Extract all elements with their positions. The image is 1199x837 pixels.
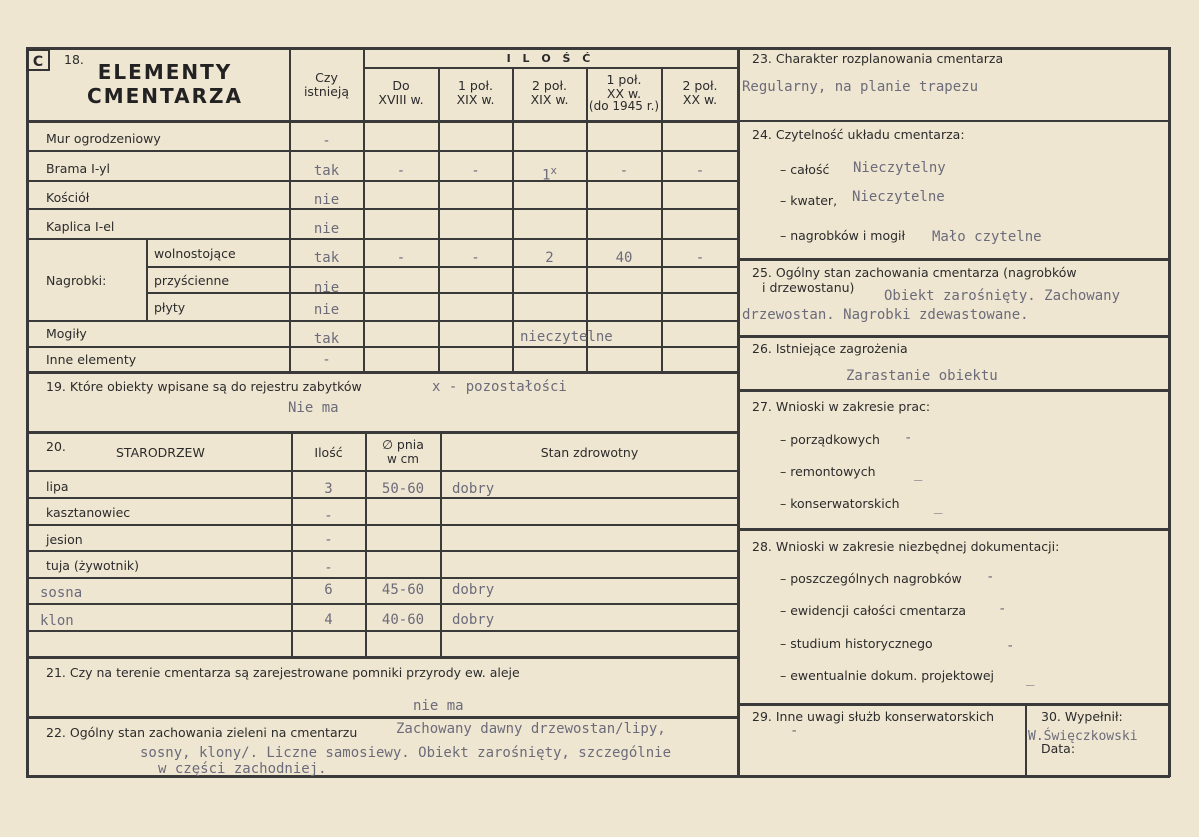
tree-bottom [26,656,738,659]
q19-label: 19. Które obiekty wpisane są do rejestru zabytków [46,379,362,394]
q30-name: W.Święczkowski [1028,729,1138,744]
row-label-nagrobki: Nagrobki: [46,273,107,288]
tree-stan: dobry [452,582,495,598]
tree-name: kasztanowiec [46,505,131,520]
wolno-c2: - [471,250,480,266]
q27-item-label: – porządkowych [780,432,880,447]
tree-col-pnia-1: ∅ pnia [382,437,424,452]
q28-item-value: - [1006,638,1015,654]
row-label-przysc: przyścienne [154,273,230,288]
q28-item-value: _ [1026,670,1035,686]
q24-nagrobkow-value: Mało czytelne [932,229,1042,245]
frame-left [26,47,29,777]
period-col-l2: XIX w. [530,92,569,107]
tree-ilosc: 3 [324,481,333,497]
q28-label: 28. Wnioski w zakresie niezbędnej dokumentacji: [752,539,1060,554]
q21-label: 21. Czy na terenie cmentarza są zarejestrowane pomniki przyrody ew. aleje [46,665,520,680]
q27-item-value: _ [934,498,943,514]
exists-header-2: istnieją [303,84,350,99]
tree-row-line [26,470,738,472]
brama-c2: - [471,163,480,179]
tree-row-line [26,524,738,526]
tree-ilosc: - [324,508,333,524]
period-col-l3: (do 1945 r.) [588,99,660,113]
row-label-mur: Mur ogrodzeniowy [46,131,161,146]
row-line [146,292,738,294]
tree-col-line [440,431,442,656]
wolno-exists: tak [313,250,340,266]
q28-item-value: - [986,569,995,585]
period-col-l1: Do [392,78,410,93]
q30-date-label: Data: [1041,741,1076,756]
period-col-l2: XVIII w. [378,92,424,107]
row-label-brama: Brama I-yl [46,161,111,176]
col-line [512,67,514,372]
q22-line3: w części zachodniej. [158,761,327,777]
brama-c3-mark: x [550,164,558,177]
brama-exists: tak [313,163,340,179]
tree-row-line [26,497,738,499]
q28-bottom [737,703,1170,706]
q28-item-label: – ewentualnie dokum. projektowej [780,668,995,683]
wolno-c4: 40 [615,250,633,266]
q24-calosc-value: Nieczytelny [853,160,946,176]
tree-stan: dobry [452,481,495,497]
q23-answer: Regularny, na planie trapezu [742,79,979,95]
nagrobki-subcol [146,238,148,320]
row-line [26,238,738,240]
q28-item-label: – studium historycznego [780,636,933,651]
tree-row-line [26,577,738,579]
q20-title: STARODRZEW [116,445,205,460]
period-col-l1: 1 poł. [606,72,642,87]
tree-col-pnia-2: w cm [387,452,419,466]
section-number: 18. [64,52,84,67]
tree-col-stan: Stan zdrowotny [540,445,639,460]
plyty-exists: nie [313,302,340,318]
q22-line1: Zachowany dawny drzewostan/lipy, [396,721,666,737]
tree-stan: dobry [452,612,495,628]
q19-answer: Nie ma [288,400,339,416]
tree-name: sosna [40,585,83,601]
q24-nagrobkow-label: – nagrobków i mogił [780,228,906,243]
inne-exists: - [322,352,331,368]
q20-number: 20. [46,439,66,454]
mogily-exists: tak [313,331,340,347]
frame-top [26,47,1170,50]
q28-item-label: – ewidencji całości cmentarza [780,603,967,618]
tree-row-line [26,550,738,552]
period-col-l2: XX w. [606,86,642,101]
q28-item-label: – poszczególnych nagrobków [780,571,962,586]
row-label-inne: Inne elementy [46,352,137,367]
row-line [26,150,738,152]
kosciol-exists: nie [313,192,340,208]
row-line [26,320,738,322]
q26-bottom [737,389,1170,392]
brama-c3-value: 1 [541,167,551,184]
q29-value: - [790,723,799,739]
wolno-c3: 2 [545,250,554,266]
q24-label: 24. Czytelność układu cmentarza: [752,127,965,142]
row-label-kosciol: Kościół [46,190,90,205]
mogily-note: nieczytelne [520,329,613,345]
col-line [438,67,440,372]
tree-ilosc: - [324,532,333,548]
row-label-mogily: Mogiły [46,326,87,341]
row-label-wolno: wolnostojące [154,246,236,261]
kaplica-exists: nie [313,221,340,237]
q30-label: 30. Wypełnił: [1041,709,1123,724]
q25-answer-2: drzewostan. Nagrobki zdewastowane. [742,307,1029,323]
tree-pnia: 50-60 [381,481,425,497]
q29-q30-divider [1025,703,1027,777]
section-title-line2: CMENTARZA [87,84,243,108]
period-col-l1: 1 poł. [457,78,494,93]
q26-answer: Zarastanie obiektu [846,368,998,384]
q25-label-2: i drzewostanu) [762,280,855,295]
przysc-exists: nie [313,280,340,296]
q28-item-value: - [998,601,1007,617]
q27-item-value: _ [914,465,923,481]
tree-ilosc: 6 [324,582,333,598]
brama-c4: - [619,163,629,179]
elements-bottom [26,371,738,374]
row-line [146,266,738,268]
q22-line2: sosny, klony/. Liczne samosiewy. Obiekt zarośnięty, szczególnie [140,745,672,761]
q29-label: 29. Inne uwagi służb konserwatorskich [752,709,994,724]
q21-bottom [26,716,738,719]
q27-label: 27. Wnioski w zakresie prac: [752,399,931,414]
tree-col-ilosc: Ilość [314,445,343,460]
ilosc-header: I L O Ś Ć [506,52,595,65]
period-col-l1: 2 poł. [682,78,718,93]
elements-header-bottom [26,120,738,123]
q25-label-1: 25. Ogólny stan zachowania cmentarza (nagrobków [752,265,1077,280]
row-line [26,180,738,182]
brama-c1: - [396,163,406,179]
tree-ilosc: - [324,560,333,576]
exists-header-1: Czy [315,70,338,85]
tree-name: tuja (żywotnik) [46,558,140,573]
q23-bottom [737,120,1170,122]
period-col-l1: 2 poł. [531,78,568,93]
tree-pnia: 45-60 [381,582,425,598]
q22-label: 22. Ogólny stan zachowania zieleni na cmentarzu [46,725,358,740]
q24-calosc-label: – całość [780,162,830,177]
tree-name: jesion [46,532,83,547]
row-label-kaplica: Kaplica I-el [46,219,115,234]
q25-bottom [737,335,1170,338]
wolno-c5: - [695,250,705,266]
q27-bottom [737,528,1170,531]
q24-kwater-value: Nieczytelne [852,189,945,205]
ilosc-underline [363,67,738,69]
q26-label: 26. Istniejące zagrożenia [752,341,908,356]
tree-name: klon [40,613,74,629]
section-title-line1: ELEMENTY [97,60,233,84]
q27-item-label: – remontowych [780,464,876,479]
q19-note: x - pozostałości [432,379,567,395]
row-label-plyty: płyty [154,300,186,315]
tree-ilosc: 4 [324,612,333,628]
tree-row-line [26,603,738,605]
brama-c3 [513,163,586,184]
q25-answer-1: Obiekt zarośnięty. Zachowany [884,288,1121,304]
q23-label: 23. Charakter rozplanowania cmentarza [752,51,1004,66]
col-line [661,67,663,372]
column-divider [737,47,740,777]
q27-item-value: - [904,430,913,446]
q27-item-label: – konserwatorskich [780,496,900,511]
period-col-l2: XX w. [682,92,718,107]
row-line [26,208,738,210]
tree-pnia: 40-60 [381,612,425,628]
mur-exists: - [322,133,331,149]
q24-kwater-label: – kwater, [780,193,838,208]
section-letter-box: C [26,49,50,71]
brama-c5: - [695,163,705,179]
tree-name: lipa [46,479,69,494]
q24-bottom [737,258,1170,261]
tree-row-line [26,630,738,632]
frame-right [1168,47,1171,777]
q21-answer: nie ma [413,698,464,714]
row-line [26,346,738,348]
period-col-l2: XIX w. [456,92,495,107]
wolno-c1: - [396,250,406,266]
q19-bottom [26,431,738,434]
